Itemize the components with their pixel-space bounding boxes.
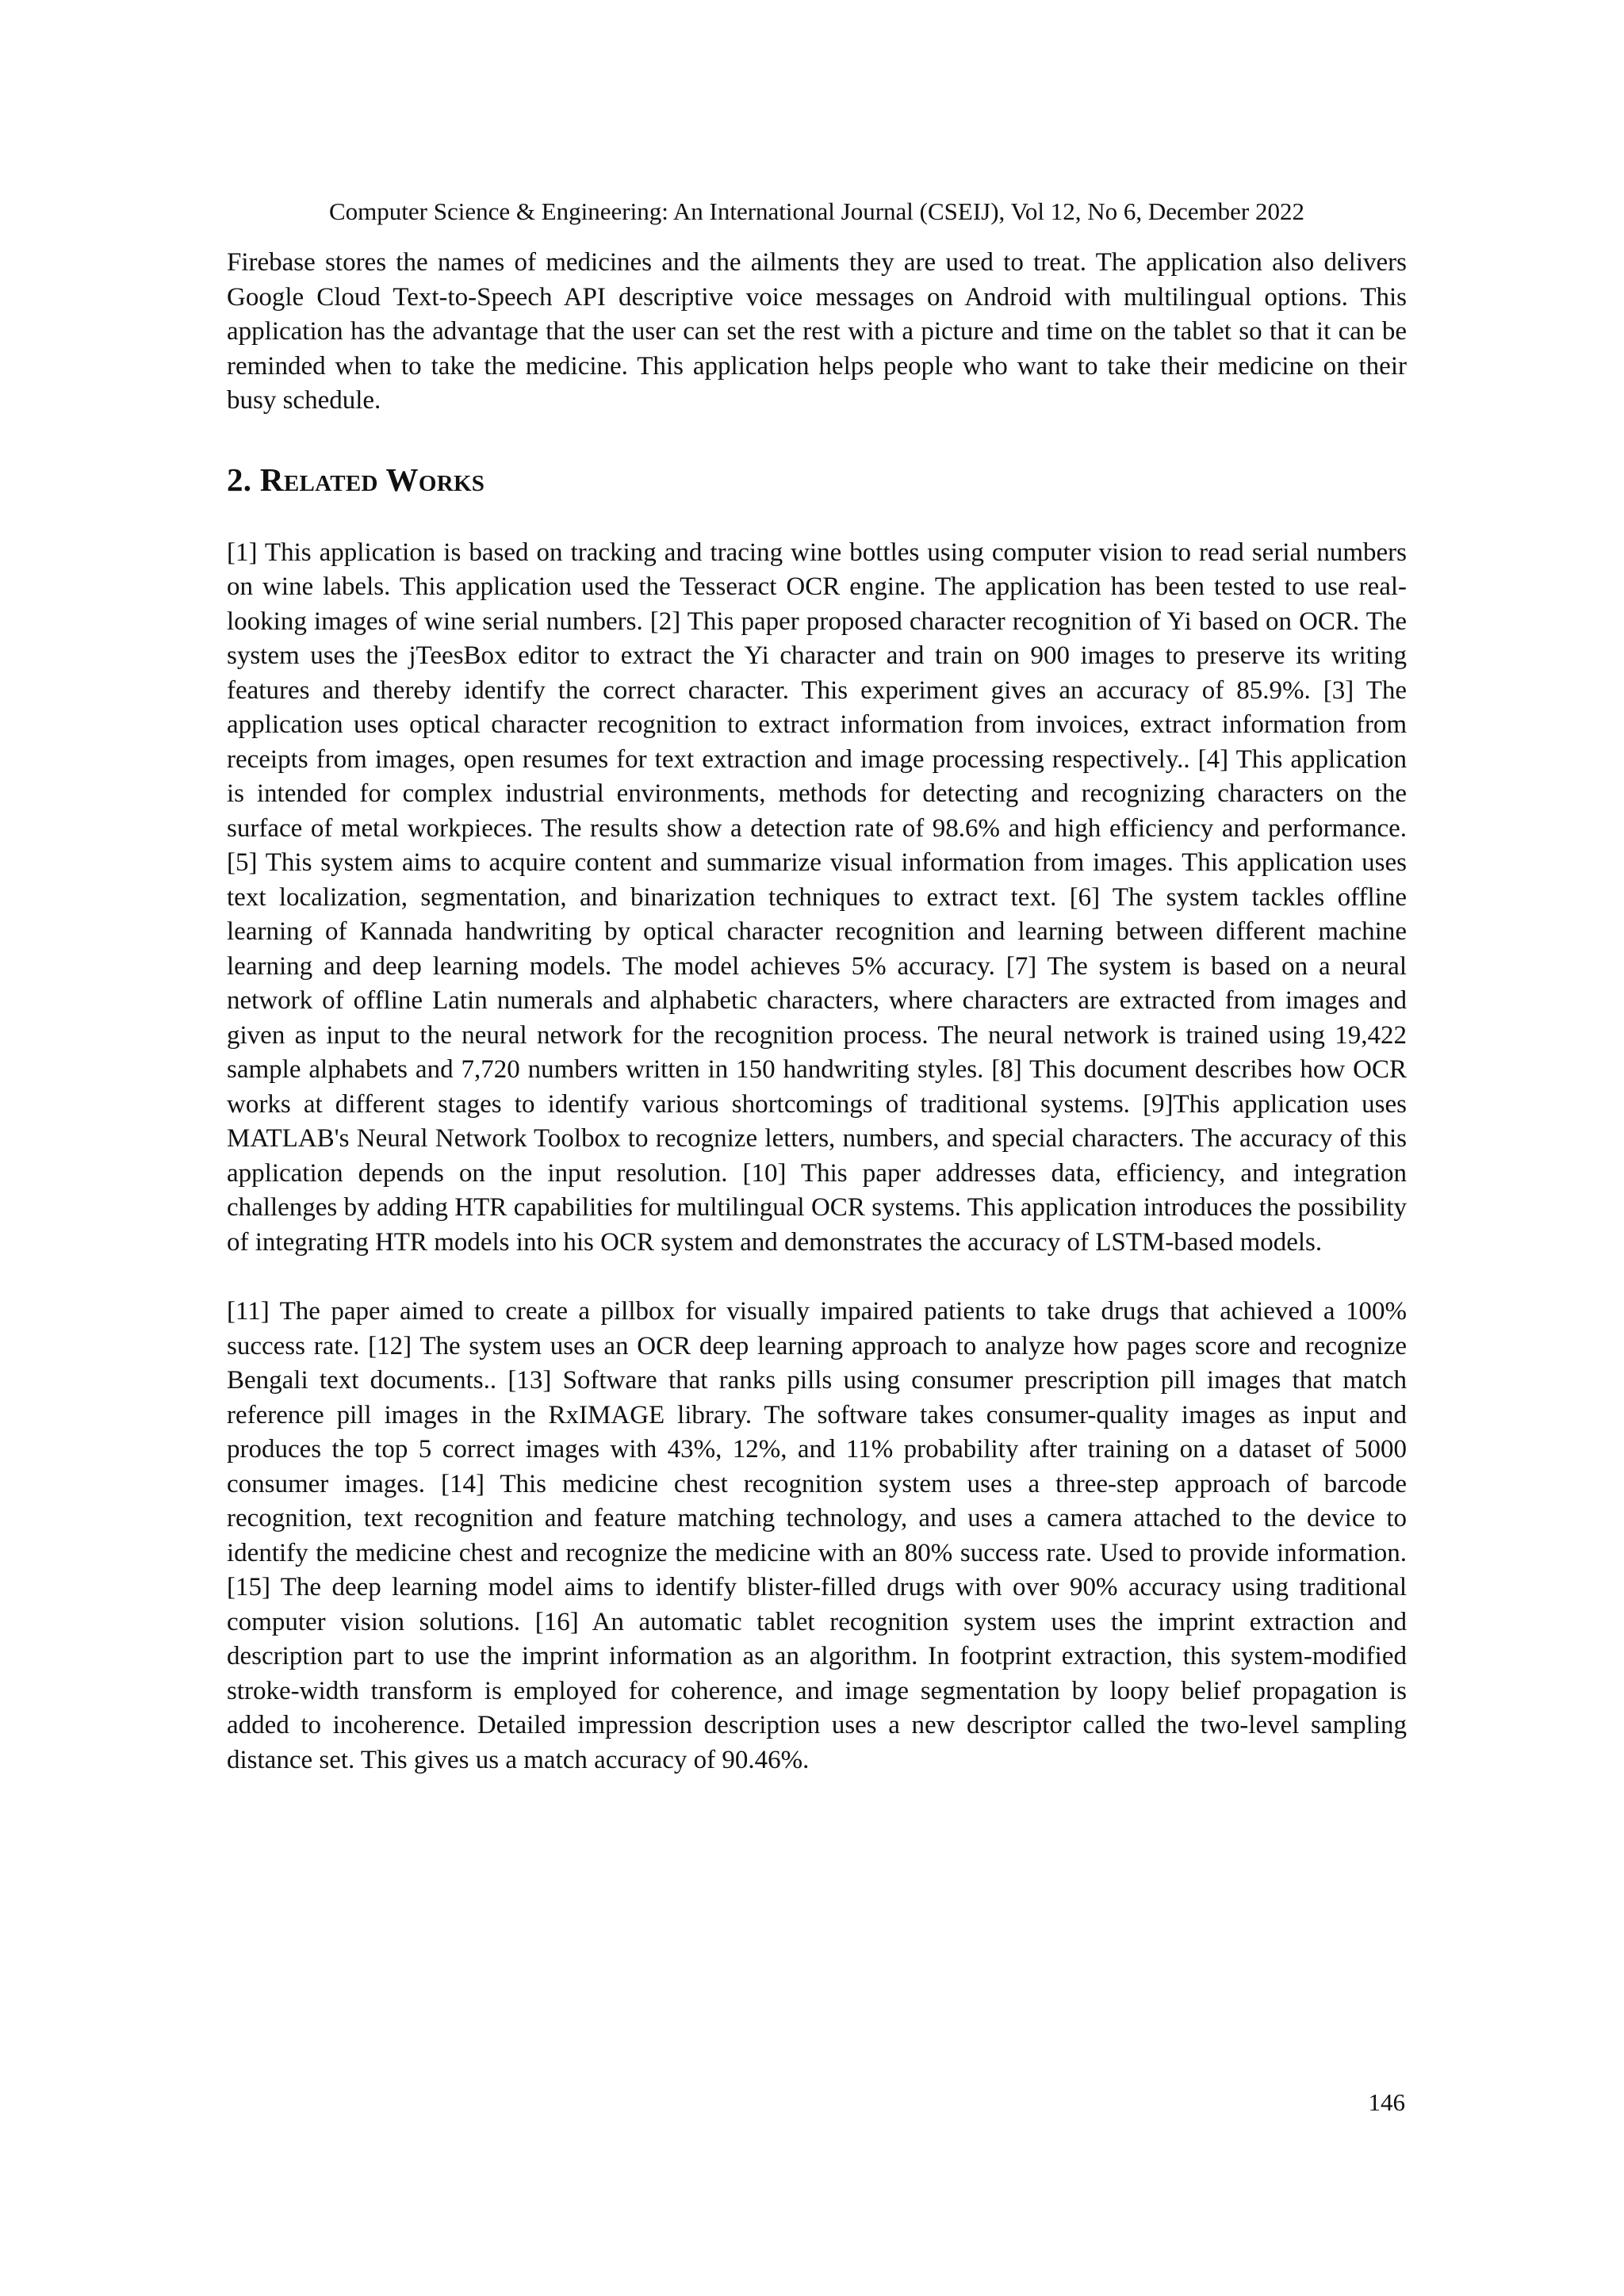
related-works-paragraph-2: [11] The paper aimed to create a pillbox for visually impaired patients to take drugs that achieved a 100% success rate. [12] The system uses an OCR deep learning approach to analyze how pages score and recognize Bengali text documents.. [13] Software that ranks pills using consumer prescription pill images that match reference pill images in the RxIMAGE library. The software takes consumer-quality images as input and produces the top 5 correct images with 43%, 12%, and 11% probability after training on a dataset of 5000 consumer images. [14] This medicine chest recognition system uses a three-step approach of barcode recognition, text recognition and feature matching technology, and uses a camera attached to the device to identify the medicine chest and recognize the medicine with an 80% success rate. Used to provide information. [15] The deep learning model aims to identify blister-filled drugs with over 90% accuracy using traditional computer vision solutions. [16] An automatic tablet recognition system uses the imprint extraction and description part to use the imprint information as an algorithm. In footprint extraction, this system-modified stroke-width transform is employed for coherence, and image segmentation by loopy belief propagation is added to incoherence. Detailed impression description uses a new descriptor called the two-level sampling distance set. This gives us a match accuracy of 90.46%. bbox=[227, 1297, 1407, 1774]
paragraph-gap bbox=[227, 1260, 1407, 1295]
running-header: Computer Science & Engineering: An International Journal (CSEIJ), Vol 12, No 6, December 2022 bbox=[329, 197, 1304, 225]
section-number: 2. bbox=[227, 461, 252, 498]
related-works-paragraph-1: [1] This application is based on tracking and tracing wine bottles using computer vision to read serial numbers on wine labels. This application used the Tesseract OCR engine. The application has been tested to use real-looking images of wine serial numbers. [2] This paper proposed character recognition of Yi based on OCR. The system uses the jTeesBox editor to extract the Yi character and train on 900 images to preserve its writing features and thereby identify the correct character. This experiment gives an accuracy of 85.9%. [3] The application uses optical character recognition to extract information from invoices, extract information from receipts from images, open resumes for text extraction and image processing respectively.. [4] This application is intended for complex industrial environments, methods for detecting and recognizing characters on the surface of metal workpieces. The results show a detection rate of 98.6% and high efficiency and performance. [5] This system aims to acquire content and summarize visual information from images. This application uses text localization, segmentation, and binarization techniques to extract text. [6] The system tackles offline learning of Kannada handwriting by optical character recognition and learning between different machine learning and deep learning models. The model achieves 5% accuracy. [7] The system is based on a neural network of offline Latin numerals and alphabetic characters, where characters are extracted from images and given as input to the neural network for the recognition process. The neural network is trained using 19,422 sample alphabets and 7,720 numbers written in 150 handwriting styles. [8] This document describes how OCR works at different stages to identify various shortcomings of traditional systems. [9]This application uses MATLAB's Neural Network Toolbox to recognize letters, numbers, and special characters. The accuracy of this application depends on the input resolution. [10] This paper addresses data, efficiency, and integration challenges by adding HTR capabilities for multilingual OCR systems. This application introduces the possibility of integrating HTR models into his OCR system and demonstrates the accuracy of LSTM-based models. bbox=[227, 538, 1407, 1257]
page-number: 146 bbox=[1368, 2088, 1405, 2116]
intro-paragraph: Firebase stores the names of medicines and the ailments they are used to treat. The application also delivers Google Cloud Text-to-Speech API descriptive voice messages on Android with multilingual options. This application has the advantage that the user can set the rest with a picture and time on the tablet so that it can be reminded when to take the medicine. This application helps people who want to take their medicine on their busy schedule. bbox=[227, 248, 1407, 415]
section-title: Related Works bbox=[259, 461, 485, 498]
page-content bbox=[227, 246, 1407, 1777]
section-heading bbox=[227, 460, 1407, 499]
